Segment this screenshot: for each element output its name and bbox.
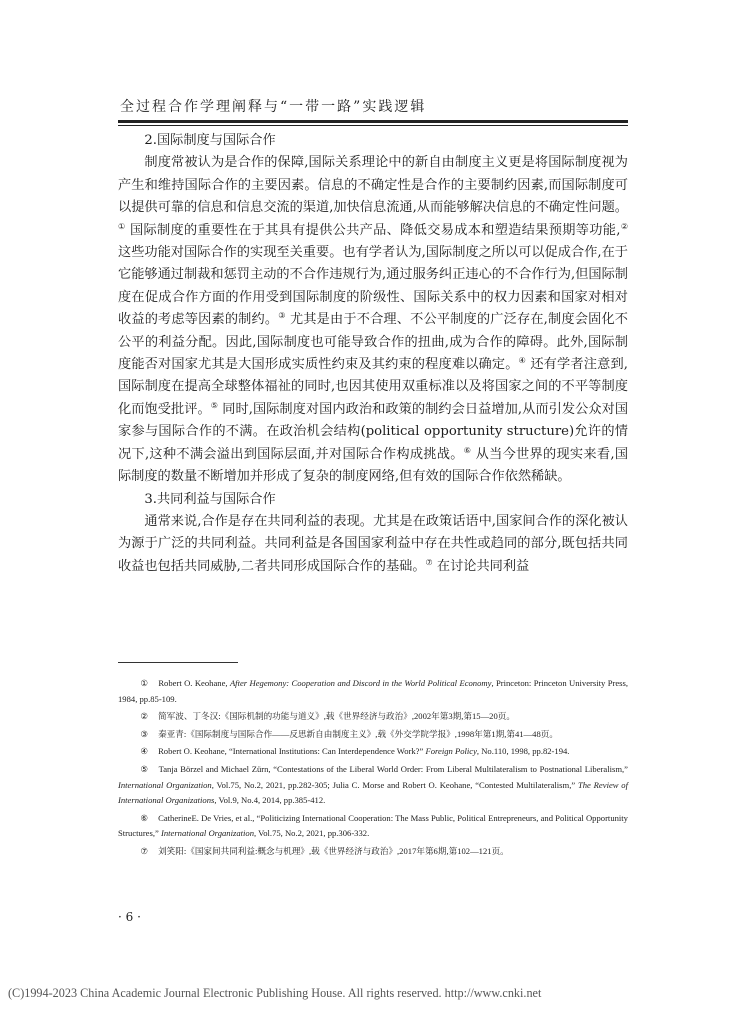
text-run: 国际制度的重要性在于其具有提供公共产品、降低交易成本和塑造结果预期等功能, bbox=[125, 222, 621, 238]
footnote bbox=[118, 727, 628, 743]
running-head: 全过程合作学理阐释与“一带一路”实践逻辑 bbox=[120, 99, 427, 115]
text-run: , No.110, 1998, pp.82-194. bbox=[476, 746, 570, 757]
footnote-mark: ① bbox=[140, 678, 149, 688]
page-number: · 6 · bbox=[118, 910, 141, 924]
body-paragraph bbox=[118, 152, 628, 488]
footnote-mark: ⑥ bbox=[140, 812, 149, 823]
header-rule-thin bbox=[118, 125, 628, 126]
text-run: , Princeton: Princeton University Press, 1984, pp.85-109. bbox=[118, 678, 628, 704]
text-run: 制度常被认为是合作的保障,国际关系理论中的新自由制度主义更是将国际制度视为产生和维持国际合作的主要因素。信息的不确定性是合作的主要制约因素,而国际制度可以提供可靠的信息和信息交流的渠道,加快信息流通,从而能够解决信息的不确定性问题。 bbox=[118, 155, 628, 216]
text-run: 刘笑阳:《国家间共同利益:概念与机理》,载《世界经济与政治》,2017年第6期,第102—121页。 bbox=[158, 845, 509, 856]
footnote-mark: ② bbox=[140, 711, 149, 722]
text-run: 尤其是由于不合理、不公平制度的广泛存在,制度会固化不公平的利益分配。因此,国际制度也可能导致合作的扭曲,成为合作的障碍。此外,国际制度能否对国家尤其是大国形成实质性约束及其约束的程度难以确定。 bbox=[118, 312, 628, 373]
footnote-ref: ⑦ bbox=[425, 557, 433, 567]
footnote-ref: ② bbox=[620, 221, 629, 231]
footnote-ref: ① bbox=[118, 221, 126, 231]
text-run: , Vol.9, No.4, 2014, pp.385-412. bbox=[214, 795, 326, 806]
italic-title: The Review of International Organizations bbox=[118, 779, 628, 806]
copyright-notice: (C)1994-2023 China Academic Journal Electronic Publishing House. All rights reserved. http://www.cnki.net bbox=[8, 986, 542, 1000]
text-run: 简军波、丁冬汉:《国际机制的功能与道义》,载《世界经济与政治》,2002年第3期,第15—20页。 bbox=[158, 711, 515, 722]
italic-title: International Organization bbox=[160, 828, 254, 839]
section-heading: 3.共同利益与国际合作 bbox=[144, 491, 276, 507]
footnote-mark: ⑦ bbox=[140, 845, 149, 856]
header-rule-thick bbox=[118, 120, 628, 123]
text-run: 从当今世界的现实来看,国际制度的数量不断增加并形成了复杂的制度网络,但有效的国际合作依然稀缺。 bbox=[118, 446, 629, 485]
footnotes bbox=[118, 676, 628, 862]
body-paragraph bbox=[118, 511, 628, 578]
footnote bbox=[118, 762, 628, 809]
text-run: Robert O. Keohane, “International Institutions: Can Interdependence Work?” bbox=[158, 746, 426, 757]
footnote-separator bbox=[118, 662, 238, 663]
text-run: 还有学者注意到,国际制度在提高全球整体福祉的同时,也因其使用双重标准以及将国家之间的不平等制度化而饱受批评。 bbox=[118, 357, 628, 417]
text-run: 秦亚青:《国际制度与国际合作——反思新自由制度主义》,载《外交学院学报》,1998年第1期,第41—48页。 bbox=[158, 728, 558, 739]
footnote bbox=[118, 709, 628, 725]
text-run: Robert O. Keohane, bbox=[158, 678, 230, 688]
footnote-ref: ③ bbox=[278, 311, 286, 321]
footnote-mark: ④ bbox=[140, 746, 149, 757]
footnote-mark: ③ bbox=[140, 728, 149, 739]
text-run: 这些功能对国际合作的实现至关重要。也有学者认为,国际制度之所以可以促成合作,在于它能够通过制裁和惩罚主动的不合作违规行为,通过服务纠正违心的不合作行为,但国际制度在促成合作方面的作用受到国际制度的阶级性、国际关系中的权力因素和国家对相对收益的考虑等因素的制约。 bbox=[118, 245, 628, 328]
text-run: 同时,国际制度对国内政治和政策的制约会日益增加,从而引发公众对国家参与国际合作的不满。在政治机会结构(political opportunity structure)允许的情况下,这种不满会溢出到国际层面,并对国际合作构成挑战。 bbox=[118, 401, 629, 462]
text-run: 通常来说,合作是存在共同利益的表现。尤其是在政策话语中,国家间合作的深化被认为源于广泛的共同利益。共同利益是各国国家利益中存在共性或趋同的部分,既包括共同收益也包括共同威胁,二者共同形成国际合作的基础。 bbox=[118, 513, 628, 574]
footnote bbox=[118, 811, 628, 842]
text-run: CatherineE. De Vries, et al., “Politicizing International Cooperation: The Mass Public, Political Entrepreneurs, and Political Opportunity Structures,” bbox=[118, 812, 628, 839]
italic-title: After Hegemony: Cooperation and Discord in the World Political Economy bbox=[229, 678, 492, 688]
italic-title: Foreign Policy bbox=[425, 746, 477, 757]
footnote-ref: ④ bbox=[518, 356, 526, 366]
italic-title: International Organization bbox=[118, 779, 212, 790]
footnote bbox=[118, 844, 628, 860]
text-run: 在讨论共同利益 bbox=[432, 558, 530, 574]
text-run: Tanja Börzel and Michael Zürn, “Contestations of the Liberal World Order: From Liberal Multilateralism to Postnational Liberalism,” bbox=[158, 763, 628, 774]
footnote-mark: ⑤ bbox=[140, 763, 149, 774]
section-heading: 2.国际制度与国际合作 bbox=[144, 133, 276, 148]
text-run: , Vol.75, No.2, 2021, pp.282-305; Julia C. Morse and Robert O. Keohane, “Contested Multilateralism,” bbox=[211, 779, 578, 790]
footnote bbox=[118, 744, 628, 760]
text-run: , Vol.75, No.2, 2021, pp.306-332. bbox=[254, 828, 370, 839]
footnote bbox=[118, 676, 628, 707]
footnote-ref: ⑤ bbox=[210, 400, 218, 410]
body-text bbox=[118, 130, 628, 578]
footnote-ref: ⑥ bbox=[463, 445, 472, 455]
